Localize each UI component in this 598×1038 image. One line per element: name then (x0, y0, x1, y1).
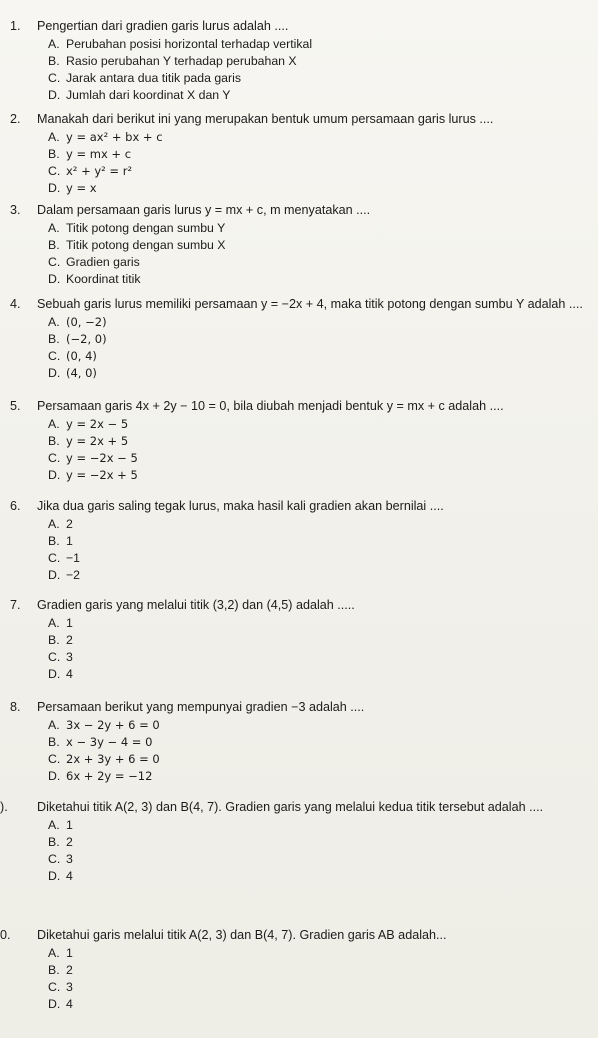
option-a (0, 945, 598, 962)
option-a (0, 36, 598, 53)
option-letter: D. (48, 468, 61, 482)
question-6 (0, 496, 598, 584)
option-text: 3 (66, 650, 73, 664)
option-letter: B. (48, 238, 60, 252)
option-text: Titik potong dengan sumbu X (66, 238, 226, 252)
option-text: Titik potong dengan sumbu Y (66, 221, 226, 235)
option-text: 3 (66, 980, 73, 994)
option-text: 6x + 2y = −12 (66, 769, 153, 783)
question-text: Manakah dari berikut ini yang merupakan bentuk umum persamaan garis lurus .... (37, 112, 494, 126)
option-b (0, 237, 598, 254)
option-text: y = ax² + bx + c (66, 130, 163, 144)
option-letter: C. (48, 980, 61, 994)
option-letter: A. (48, 517, 60, 531)
option-letter: D. (48, 272, 61, 286)
option-letter: A. (48, 718, 60, 732)
question-number: 2. (10, 112, 21, 126)
option-letter: C. (48, 551, 61, 565)
option-letter: A. (48, 818, 60, 832)
option-text: 2x + 3y + 6 = 0 (66, 752, 160, 766)
option-text: Perubahan posisi horizontal terhadap vertikal (66, 37, 313, 51)
question-9 (0, 797, 598, 885)
option-text: y = 2x − 5 (66, 417, 129, 431)
question-text: Dalam persamaan garis lurus y = mx + c, m menyatakan .... (37, 203, 371, 217)
option-letter: C. (48, 164, 61, 178)
option-text: 2 (66, 633, 73, 647)
option-letter: A. (48, 221, 60, 235)
option-text: (0, 4) (66, 349, 97, 363)
question-number: 1. (10, 19, 21, 33)
question-number: ). (0, 800, 8, 814)
option-letter: D. (48, 997, 61, 1011)
option-d (0, 271, 598, 288)
option-text: Koordinat titik (66, 272, 141, 286)
option-text: Jumlah dari koordinat X dan Y (66, 88, 231, 102)
option-letter: B. (48, 434, 60, 448)
option-b (0, 834, 598, 851)
option-text: −1 (66, 551, 81, 565)
option-text: (0, −2) (66, 315, 107, 329)
option-letter: C. (48, 71, 61, 85)
question-text: Persamaan berikut yang mempunyai gradien −3 adalah .... (37, 700, 365, 714)
option-text: Gradien garis (66, 255, 140, 269)
option-letter: A. (48, 315, 60, 329)
question-text: Gradien garis yang melalui titik (3,2) dan (4,5) adalah ..... (37, 598, 355, 612)
question-text: Diketahui titik A(2, 3) dan B(4, 7). Gradien garis yang melalui kedua titik tersebut adalah .... (37, 800, 544, 814)
option-letter: B. (48, 835, 60, 849)
option-text: 1 (66, 818, 73, 832)
option-d (0, 868, 598, 885)
option-letter: A. (48, 37, 60, 51)
option-text: (−2, 0) (66, 332, 107, 346)
option-text: 3 (66, 852, 73, 866)
option-c (0, 70, 598, 87)
option-text: 1 (66, 534, 73, 548)
option-a (0, 516, 598, 533)
option-text: 2 (66, 517, 73, 531)
option-text: x − 3y − 4 = 0 (66, 735, 153, 749)
option-b (0, 331, 598, 348)
option-letter: C. (48, 451, 61, 465)
option-text: 2 (66, 835, 73, 849)
question-7 (0, 595, 598, 683)
option-letter: C. (48, 852, 61, 866)
option-letter: D. (48, 88, 61, 102)
option-text: y = x (66, 181, 97, 195)
option-d (0, 996, 598, 1013)
option-d (0, 467, 598, 484)
option-a (0, 717, 598, 734)
option-letter: B. (48, 147, 60, 161)
option-letter: C. (48, 349, 61, 363)
option-letter: C. (48, 255, 61, 269)
option-text: 1 (66, 946, 73, 960)
option-text: y = −2x − 5 (66, 451, 138, 465)
question-number: 6. (10, 499, 21, 513)
option-letter: A. (48, 946, 60, 960)
question-text: Jika dua garis saling tegak lurus, maka hasil kali gradien akan bernilai .... (37, 499, 444, 513)
option-b (0, 632, 598, 649)
option-text: y = 2x + 5 (66, 434, 129, 448)
option-c (0, 979, 598, 996)
option-text: (4, 0) (66, 366, 97, 380)
option-c (0, 751, 598, 768)
option-letter: B. (48, 735, 60, 749)
question-number: 5. (10, 399, 21, 413)
option-text: −2 (66, 568, 81, 582)
option-d (0, 768, 598, 785)
option-text: 3x − 2y + 6 = 0 (66, 718, 160, 732)
option-a (0, 817, 598, 834)
question-8 (0, 697, 598, 785)
option-c (0, 348, 598, 365)
option-letter: D. (48, 769, 61, 783)
question-text: Pengertian dari gradien garis lurus adalah .... (37, 19, 289, 33)
option-c (0, 254, 598, 271)
option-letter: C. (48, 752, 61, 766)
option-a (0, 129, 598, 146)
option-letter: B. (48, 963, 60, 977)
option-text: Rasio perubahan Y terhadap perubahan X (66, 54, 297, 68)
option-letter: B. (48, 633, 60, 647)
option-d (0, 567, 598, 584)
question-1 (0, 16, 598, 104)
option-c (0, 851, 598, 868)
option-b (0, 533, 598, 550)
question-4 (0, 294, 598, 382)
option-text: y = mx + c (66, 147, 132, 161)
option-text: 4 (66, 667, 73, 681)
question-3 (0, 200, 598, 288)
option-letter: A. (48, 417, 60, 431)
option-letter: C. (48, 650, 61, 664)
option-letter: D. (48, 667, 61, 681)
question-number: 0. (0, 928, 11, 942)
option-c (0, 550, 598, 567)
option-a (0, 220, 598, 237)
question-text: Sebuah garis lurus memiliki persamaan y = −2x + 4, maka titik potong dengan sumbu Y adalah .... (37, 297, 583, 311)
option-c (0, 450, 598, 467)
option-letter: A. (48, 616, 60, 630)
question-number: 4. (10, 297, 21, 311)
option-text: x² + y² = r² (66, 164, 133, 178)
option-d (0, 87, 598, 104)
question-number: 7. (10, 598, 21, 612)
option-b (0, 962, 598, 979)
option-letter: D. (48, 366, 61, 380)
option-b (0, 433, 598, 450)
option-a (0, 615, 598, 632)
option-d (0, 180, 598, 197)
option-letter: B. (48, 54, 60, 68)
question-5 (0, 396, 598, 484)
option-text: 2 (66, 963, 73, 977)
question-number: 8. (10, 700, 21, 714)
option-text: 4 (66, 997, 73, 1011)
option-text: Jarak antara dua titik pada garis (66, 71, 241, 85)
question-number: 3. (10, 203, 21, 217)
option-a (0, 416, 598, 433)
option-d (0, 666, 598, 683)
option-text: y = −2x + 5 (66, 468, 138, 482)
question-text: Diketahui garis melalui titik A(2, 3) dan B(4, 7). Gradien garis AB adalah... (37, 928, 447, 942)
option-c (0, 649, 598, 666)
option-letter: B. (48, 332, 60, 346)
option-text: 1 (66, 616, 73, 630)
question-10 (0, 925, 598, 1013)
option-letter: D. (48, 869, 61, 883)
option-letter: D. (48, 181, 61, 195)
question-text: Persamaan garis 4x + 2y − 10 = 0, bila diubah menjadi bentuk y = mx + c adalah .... (37, 399, 504, 413)
option-d (0, 365, 598, 382)
option-b (0, 146, 598, 163)
option-text: 4 (66, 869, 73, 883)
option-c (0, 163, 598, 180)
option-b (0, 734, 598, 751)
option-letter: A. (48, 130, 60, 144)
question-2 (0, 109, 598, 197)
option-letter: B. (48, 534, 60, 548)
option-a (0, 314, 598, 331)
option-b (0, 53, 598, 70)
option-letter: D. (48, 568, 61, 582)
